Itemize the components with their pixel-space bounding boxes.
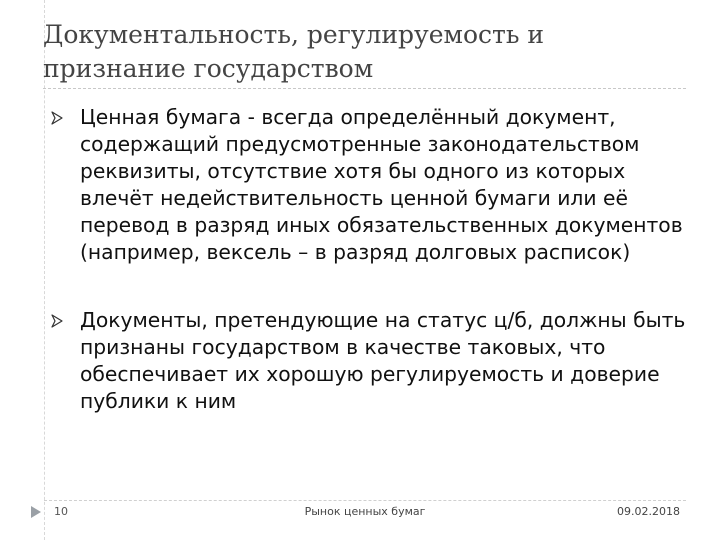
arrowhead-bullet-icon [50,314,64,328]
play-triangle-icon [30,505,42,519]
slide-body [46,104,686,415]
bullet-text: Ценная бумага - всегда определённый документ, содержащий предусмотренные законодательством реквизиты, отсутствие хотя бы одного из которых влечёт недействительность ценной бумаги или её перевод в разряд иных обязательственных документов (например, вексель – в разряд долговых расписок) [80,105,683,264]
bullet-item [46,307,686,415]
footer-date: 09.02.2018 [617,505,680,518]
slide-number: 10 [54,505,68,518]
bullet-text: Документы, претендующие на статус ц/б, должны быть признаны государством в качестве таковых, что обеспечивает их хорошую регулируемость и доверие публики к ним [80,308,686,413]
footer-divider [44,500,686,501]
title-divider [43,88,686,89]
slide-title: Документальность, регулируемость и признание государством [43,20,545,83]
arrowhead-bullet-icon [50,111,64,125]
footer-title: Рынок ценных бумаг [304,505,426,518]
bullet-item [46,104,686,266]
